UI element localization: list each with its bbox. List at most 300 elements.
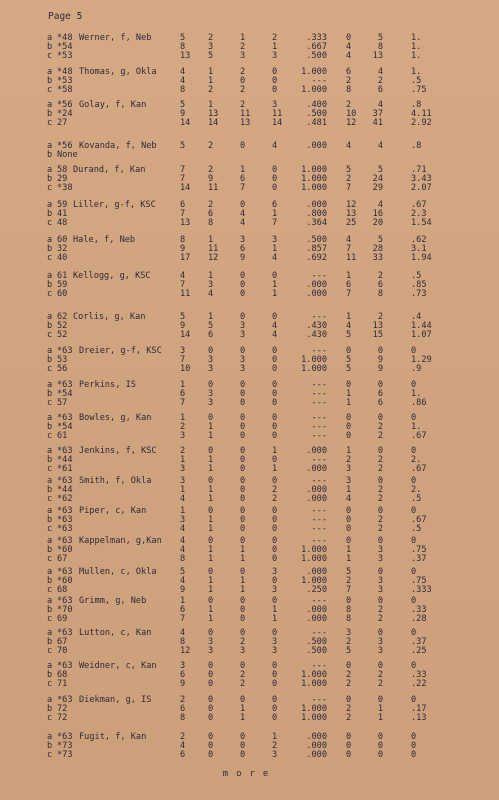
row-letter: b (47, 76, 53, 86)
stat-cell: 0 (411, 346, 417, 356)
stat-cell: 0 (272, 455, 278, 465)
row-letter: b (47, 209, 53, 219)
stat-cell: 1. (411, 389, 422, 399)
stat-cell: 3 (272, 750, 278, 760)
stat-cell: 4 (346, 321, 352, 331)
season-code: *63 (57, 380, 73, 390)
stat-cell: 2 (346, 637, 352, 647)
stat-row (0, 586, 499, 595)
stat-cell: .9 (411, 364, 422, 374)
stat-cell: 0 (240, 380, 246, 390)
stat-cell: --- (311, 695, 327, 705)
season-code: 52 (57, 330, 68, 340)
season-code: *63 (57, 413, 73, 423)
player-name: Werner, f, Neb (79, 33, 152, 43)
stat-cell: 0 (377, 596, 383, 606)
stat-cell: 2 (346, 174, 352, 184)
stat-cell: .000 (306, 614, 327, 624)
stat-cell: 6 (240, 244, 246, 254)
stat-cell: 1 (377, 704, 383, 714)
stat-row (0, 555, 499, 564)
stat-cell: 2 (377, 271, 383, 281)
stat-cell: 5 (208, 51, 214, 61)
stat-row (0, 751, 499, 760)
stat-cell: 9 (180, 679, 186, 689)
player-group (0, 537, 499, 564)
row-letter: c (47, 183, 53, 193)
stat-cell: 6 (377, 85, 383, 95)
stat-cell: 0 (411, 750, 417, 760)
stat-row (0, 86, 499, 95)
stat-cell: 0 (272, 476, 278, 486)
stat-cell: .000 (306, 732, 327, 742)
player-group (0, 142, 499, 160)
stat-cell: 1 (180, 413, 186, 423)
stat-cell: 4 (208, 289, 214, 299)
player-group (0, 313, 499, 340)
player-group (0, 696, 499, 723)
stat-cell: .37 (411, 637, 427, 647)
stat-cell: 9 (180, 109, 186, 119)
stat-cell: 3 (208, 364, 214, 374)
stat-cell: 0 (240, 614, 246, 624)
stat-cell: .85 (411, 280, 427, 290)
stat-cell: 5 (180, 100, 186, 110)
stat-cell: 4 (377, 67, 383, 77)
stat-cell: 0 (377, 695, 383, 705)
stat-cell: 0 (208, 446, 214, 456)
stat-cell: 1 (240, 33, 246, 43)
row-letter: a (47, 536, 53, 546)
stat-cell: 4 (180, 741, 186, 751)
stat-cell: 1 (346, 271, 352, 281)
player-name: Weidner, c, Kan (79, 661, 157, 671)
stat-cell: 0 (272, 545, 278, 555)
stat-cell: 2 (377, 76, 383, 86)
stat-cell: 1 (240, 704, 246, 714)
player-group (0, 447, 499, 474)
stat-cell: 5 (180, 312, 186, 322)
stat-cell: 1 (208, 515, 214, 525)
stat-cell: 2 (377, 605, 383, 615)
season-code: *38 (57, 183, 73, 193)
season-code: *61 (57, 464, 73, 474)
stat-cell: 0 (240, 289, 246, 299)
player-group (0, 662, 499, 689)
stat-cell: 1 (208, 67, 214, 77)
stat-cell: 0 (240, 455, 246, 465)
stat-cell: 2 (377, 312, 383, 322)
player-name: Jenkins, f, KSC (79, 446, 157, 456)
stat-row (0, 647, 499, 656)
stat-cell: .75 (411, 545, 427, 555)
stat-cell: 1 (346, 446, 352, 456)
stat-cell: 0 (411, 695, 417, 705)
stat-cell: 5 (346, 330, 352, 340)
stat-cell: 3 (240, 235, 246, 245)
stat-cell: 3 (272, 637, 278, 647)
player-group (0, 507, 499, 534)
stat-row (0, 331, 499, 340)
stat-cell: .500 (306, 51, 327, 61)
stat-cell: 1.000 (301, 67, 327, 77)
stat-cell: 0 (240, 536, 246, 546)
row-letter: a (47, 380, 53, 390)
stat-cell: 12 (346, 200, 357, 210)
stat-cell: 0 (377, 346, 383, 356)
stat-cell: 0 (411, 741, 417, 751)
stat-cell: 0 (240, 346, 246, 356)
stat-cell: 1. (411, 33, 422, 43)
stat-cell: 1 (272, 614, 278, 624)
stat-cell: 1 (180, 455, 186, 465)
stat-cell: 0 (240, 280, 246, 290)
stat-cell: 3 (208, 389, 214, 399)
stat-cell: 9 (180, 321, 186, 331)
stat-row (0, 34, 499, 43)
stat-cell: 1 (208, 76, 214, 86)
player-group (0, 347, 499, 374)
stat-cell: 1 (272, 605, 278, 615)
stat-cell: 0 (346, 515, 352, 525)
stat-cell: --- (311, 455, 327, 465)
stat-cell: 3 (180, 476, 186, 486)
stat-cell: 0 (272, 85, 278, 95)
stat-cell: .500 (306, 646, 327, 656)
stat-cell: 13 (346, 209, 357, 219)
season-code: *63 (57, 515, 73, 525)
stat-cell: 14 (208, 118, 219, 128)
stat-cell: 0 (346, 536, 352, 546)
stat-cell: 0 (377, 476, 383, 486)
stat-cell: 2. (411, 455, 422, 465)
row-letter: b (47, 576, 53, 586)
stat-cell: 0 (240, 506, 246, 516)
stat-cell: 1 (208, 545, 214, 555)
stat-cell: 5 (180, 567, 186, 577)
stat-cell: 5 (180, 141, 186, 151)
stat-cell: 0 (411, 661, 417, 671)
stat-cell: 1 (208, 422, 214, 432)
stat-cell: .000 (306, 464, 327, 474)
stat-row (0, 733, 499, 742)
stat-cell: 1 (272, 244, 278, 254)
stat-cell: 2 (208, 33, 214, 43)
player-name: Lutton, c, Kan (79, 628, 152, 638)
stat-cell: 1. (411, 67, 422, 77)
stat-cell: 2 (240, 67, 246, 77)
stat-cell: 8 (180, 637, 186, 647)
stat-cell: 10 (346, 109, 357, 119)
stat-cell: 4 (346, 141, 352, 151)
stat-cell: 10 (180, 364, 191, 374)
stat-cell: 1. (411, 422, 422, 432)
row-letter: b (47, 42, 53, 52)
stat-cell: 0 (240, 661, 246, 671)
stat-cell: 4.11 (411, 109, 432, 119)
row-letter: a (47, 446, 53, 456)
stat-cell: 3 (208, 637, 214, 647)
stat-cell: 12 (208, 253, 219, 263)
stat-cell: 2 (180, 446, 186, 456)
stat-cell: 4 (180, 494, 186, 504)
stat-cell: 0 (240, 695, 246, 705)
stat-cell: --- (311, 431, 327, 441)
stat-cell: .400 (306, 100, 327, 110)
stat-cell: 13 (372, 51, 383, 61)
season-code: *63 (57, 446, 73, 456)
stat-cell: --- (311, 628, 327, 638)
stat-cell: 4 (180, 628, 186, 638)
row-letter: b (47, 422, 53, 432)
stat-cell: 9 (180, 244, 186, 254)
row-letter: a (47, 312, 53, 322)
stat-cell: 2 (240, 637, 246, 647)
stat-cell: 0 (240, 605, 246, 615)
player-group (0, 201, 499, 228)
stat-cell: 0 (240, 567, 246, 577)
stat-row (0, 356, 499, 365)
stat-cell: 1 (208, 235, 214, 245)
row-letter: b (47, 389, 53, 399)
stat-cell: 0 (377, 628, 383, 638)
stat-cell: 1 (208, 312, 214, 322)
stat-cell: 0 (272, 536, 278, 546)
stat-cell: .5 (411, 76, 422, 86)
stat-cell: 3 (377, 554, 383, 564)
stat-cell: 4 (346, 51, 352, 61)
season-code: 67 (57, 554, 68, 564)
stat-cell: .000 (306, 446, 327, 456)
stat-cell: 3 (180, 431, 186, 441)
stat-cell: .500 (306, 637, 327, 647)
stat-cell: 0 (272, 704, 278, 714)
stat-cell: 0 (377, 446, 383, 456)
stat-cell: 0 (272, 380, 278, 390)
season-code: *58 (57, 85, 73, 95)
stat-cell: --- (311, 271, 327, 281)
stat-cell: 0 (346, 695, 352, 705)
stat-cell: 0 (272, 174, 278, 184)
stat-cell: 4 (180, 67, 186, 77)
player-name: Mullen, c, Okla (79, 567, 157, 577)
season-code: *63 (57, 695, 73, 705)
stat-cell: 0 (272, 355, 278, 365)
stat-cell: --- (311, 515, 327, 525)
row-letter: c (47, 614, 53, 624)
stat-cell: --- (311, 536, 327, 546)
row-letter: b (47, 244, 53, 254)
player-name: Durand, f, Kan (73, 165, 146, 175)
season-code: *63 (57, 596, 73, 606)
stat-cell: 0 (377, 567, 383, 577)
stat-cell: 37 (372, 109, 383, 119)
player-group (0, 414, 499, 441)
stat-row (0, 290, 499, 299)
stat-row (0, 184, 499, 193)
stat-cell: 1.000 (301, 545, 327, 555)
stat-cell: 1 (272, 289, 278, 299)
stat-cell: 13 (180, 51, 191, 61)
stat-cell: 2 (240, 670, 246, 680)
stat-cell: 1 (272, 209, 278, 219)
stat-cell: .62 (411, 235, 427, 245)
stat-row (0, 119, 499, 128)
stat-cell: 2 (346, 713, 352, 723)
row-letter: b (47, 109, 53, 119)
row-letter: b (47, 741, 53, 751)
stat-cell: 2 (346, 76, 352, 86)
stat-cell: 9 (377, 355, 383, 365)
stat-cell: .75 (411, 576, 427, 586)
stat-cell: 8 (346, 85, 352, 95)
stat-cell: 2 (346, 576, 352, 586)
row-letter: b (47, 355, 53, 365)
player-name: Smith, f, Okla (79, 476, 152, 486)
row-letter: a (47, 346, 53, 356)
stat-cell: 5 (377, 165, 383, 175)
stat-cell: 1.000 (301, 364, 327, 374)
player-name: Fugit, f, Kan (79, 732, 147, 742)
stat-cell: 5 (377, 235, 383, 245)
row-letter: a (47, 33, 53, 43)
stat-cell: 5 (180, 33, 186, 43)
stat-cell: 3 (240, 321, 246, 331)
stat-cell: 3 (377, 646, 383, 656)
stat-cell: 1.000 (301, 355, 327, 365)
stat-cell: 4 (272, 253, 278, 263)
stat-cell: 0 (272, 346, 278, 356)
stat-row (0, 680, 499, 689)
stat-cell: 11 (208, 183, 219, 193)
stat-cell: 0 (377, 413, 383, 423)
row-letter: c (47, 679, 53, 689)
stat-cell: 11 (346, 253, 357, 263)
stat-cell: 6 (180, 750, 186, 760)
stat-cell: 14 (180, 330, 191, 340)
stat-cell: 8 (208, 218, 214, 228)
season-code: *53 (57, 76, 73, 86)
row-letter: a (47, 165, 53, 175)
stat-cell: .33 (411, 605, 427, 615)
stat-cell: 0 (346, 380, 352, 390)
stat-cell: 4 (180, 524, 186, 534)
stat-cell: 1 (208, 585, 214, 595)
stat-cell: .481 (306, 118, 327, 128)
stat-cell: 7 (272, 218, 278, 228)
season-code: *70 (57, 605, 73, 615)
stat-cell: 0 (240, 732, 246, 742)
stat-cell: 3 (272, 51, 278, 61)
stat-cell: 3 (272, 235, 278, 245)
stat-cell: .67 (411, 464, 427, 474)
stat-cell: --- (311, 596, 327, 606)
stat-cell: 8 (346, 614, 352, 624)
stat-cell: 0 (377, 661, 383, 671)
stat-cell: 1. (411, 51, 422, 61)
stat-row (0, 399, 499, 408)
stat-cell: 0 (240, 141, 246, 151)
stat-cell: .000 (306, 280, 327, 290)
stat-cell: .8 (411, 100, 422, 110)
stat-cell: 14 (180, 118, 191, 128)
stat-cell: 2 (208, 141, 214, 151)
stat-cell: 0 (272, 596, 278, 606)
stat-cell: 2 (346, 670, 352, 680)
stat-cell: 15 (372, 330, 383, 340)
season-code: 61 (57, 271, 68, 281)
stat-cell: .5 (411, 271, 422, 281)
stat-cell: 11 (272, 109, 283, 119)
stat-cell: 1 (272, 42, 278, 52)
row-letter: b (47, 280, 53, 290)
stat-cell: 7 (240, 183, 246, 193)
player-group (0, 166, 499, 193)
stat-cell: 0 (208, 536, 214, 546)
player-group (0, 236, 499, 263)
stat-cell: 11 (240, 109, 251, 119)
season-code: *54 (57, 42, 73, 52)
stat-cell: .71 (411, 165, 427, 175)
stat-cell: 0 (346, 346, 352, 356)
stat-cell: 0 (208, 628, 214, 638)
season-code: 48 (57, 218, 68, 228)
stat-cell: 7 (346, 183, 352, 193)
stat-cell: .000 (306, 750, 327, 760)
stat-cell: 0 (377, 750, 383, 760)
stat-cell: 1 (208, 554, 214, 564)
stat-cell: 9 (180, 585, 186, 595)
stat-cell: 3 (208, 280, 214, 290)
stat-cell: 17 (180, 253, 191, 263)
row-letter: a (47, 732, 53, 742)
stat-cell: .430 (306, 321, 327, 331)
stat-cell: 8 (180, 42, 186, 52)
stat-cell: 1 (240, 545, 246, 555)
row-letter: c (47, 750, 53, 760)
stat-cell: 2 (272, 485, 278, 495)
stat-cell: 1.000 (301, 576, 327, 586)
stat-cell: 1.44 (411, 321, 432, 331)
stat-row (0, 254, 499, 263)
stat-cell: 0 (240, 741, 246, 751)
stat-cell: 1 (272, 464, 278, 474)
stat-cell: 0 (240, 431, 246, 441)
stat-cell: 0 (272, 431, 278, 441)
stat-cell: 0 (411, 413, 417, 423)
stat-cell: .17 (411, 704, 427, 714)
player-group (0, 272, 499, 299)
season-code: 69 (57, 614, 68, 624)
stat-cell: 3 (272, 100, 278, 110)
stat-cell: 4 (180, 545, 186, 555)
stat-cell: 5 (208, 321, 214, 331)
season-code: *60 (57, 545, 73, 555)
stat-cell: 3 (346, 464, 352, 474)
stat-cell: 2.3 (411, 209, 427, 219)
stat-cell: 3 (240, 51, 246, 61)
season-code: 32 (57, 244, 68, 254)
stat-cell: .000 (306, 289, 327, 299)
stat-cell: 0 (272, 661, 278, 671)
row-letter: c (47, 51, 53, 61)
stat-cell: 0 (411, 596, 417, 606)
stat-cell: 11 (208, 244, 219, 254)
season-code: 62 (57, 312, 68, 322)
stat-cell: 0 (272, 398, 278, 408)
season-code: *63 (57, 506, 73, 516)
stat-cell: 6 (377, 280, 383, 290)
